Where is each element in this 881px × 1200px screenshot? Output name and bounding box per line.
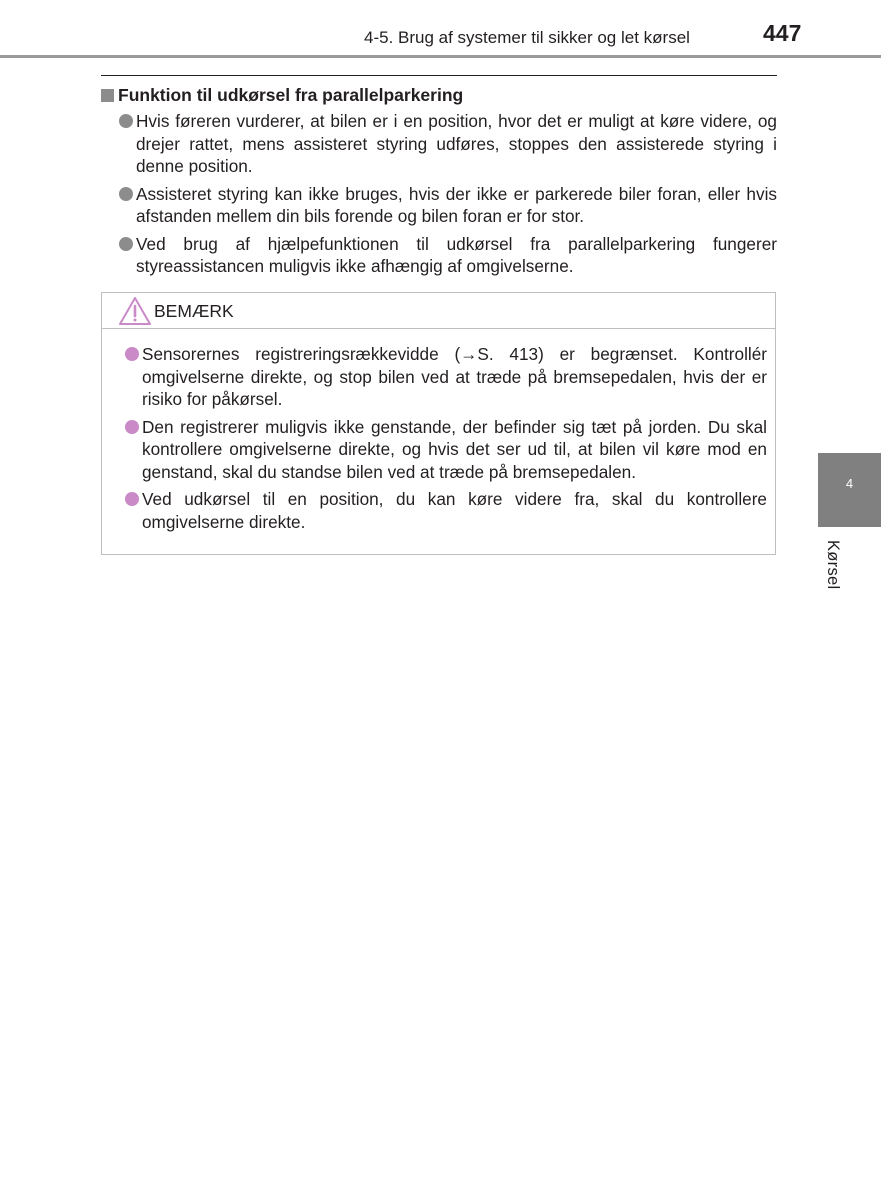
square-bullet-icon [101, 89, 114, 102]
section-divider [101, 75, 777, 76]
warning-triangle-icon [118, 296, 152, 326]
list-item-text: Ved brug af hjælpefunktionen til udkørsel fra parallelparkering fungerer styreassistancen muligvis ikke afhængig af omgivelserne. [136, 233, 777, 276]
notice-list [102, 343, 775, 538]
notice-item-text: Den registrerer muligvis ikke genstande, der befinder sig tæt på jorden. Du skal kontrollere omgivelserne direkte, og hvis det ser ud til, at bilen vil køre mod en genstand, skal du standse bilen ved at træde på bremsepedalen. [142, 416, 767, 482]
chapter-label: Kørsel [824, 540, 842, 590]
pink-bullet-icon [125, 420, 139, 434]
chapter-tab [818, 453, 881, 527]
notice-item [102, 343, 775, 411]
section [101, 83, 777, 283]
notice-title: BEMÆRK [154, 301, 234, 321]
circle-bullet-icon [119, 114, 133, 128]
notice-item [102, 488, 775, 533]
section-heading [101, 83, 777, 107]
header-divider [0, 55, 881, 58]
pink-bullet-icon [125, 347, 139, 361]
page-number: 447 [763, 20, 802, 46]
circle-bullet-icon [119, 237, 133, 251]
pink-bullet-icon [125, 492, 139, 506]
chapter-number: 4 [845, 476, 854, 491]
notice-item-text: Sensorernes registreringsrækkevidde (→S. 413) er begrænset. Kontrollér omgivelserne direkte, og stop bilen ved at træde på bremsepedalen, hvis der er risiko for påkørsel. [142, 344, 767, 409]
section-heading-text: Funktion til udkørsel fra parallelparkering [118, 85, 464, 105]
list-item-text: Hvis føreren vurderer, at bilen er i en position, hvor det er muligt at køre videre, og drejer rattet, mens assisteret styring udføres, stoppes den assisterede styring i denne position. [136, 111, 777, 176]
notice-item-text: Ved udkørsel til en position, du kan køre videre fra, skal du kontrollere omgivelserne direkte. [142, 489, 767, 532]
notice-box [101, 292, 776, 555]
list-item [101, 110, 777, 178]
notice-header [102, 293, 775, 329]
header-title: 4-5. Brug af systemer til sikker og let kørsel [364, 28, 690, 47]
list-item [101, 233, 777, 278]
notice-item [102, 416, 775, 484]
list-item-text: Assisteret styring kan ikke bruges, hvis der ikke er parkerede biler foran, eller hvis afstanden mellem din bils forende og bilen foran er for stor. [136, 183, 777, 226]
circle-bullet-icon [119, 187, 133, 201]
bullet-list [101, 110, 777, 278]
list-item [101, 183, 777, 228]
